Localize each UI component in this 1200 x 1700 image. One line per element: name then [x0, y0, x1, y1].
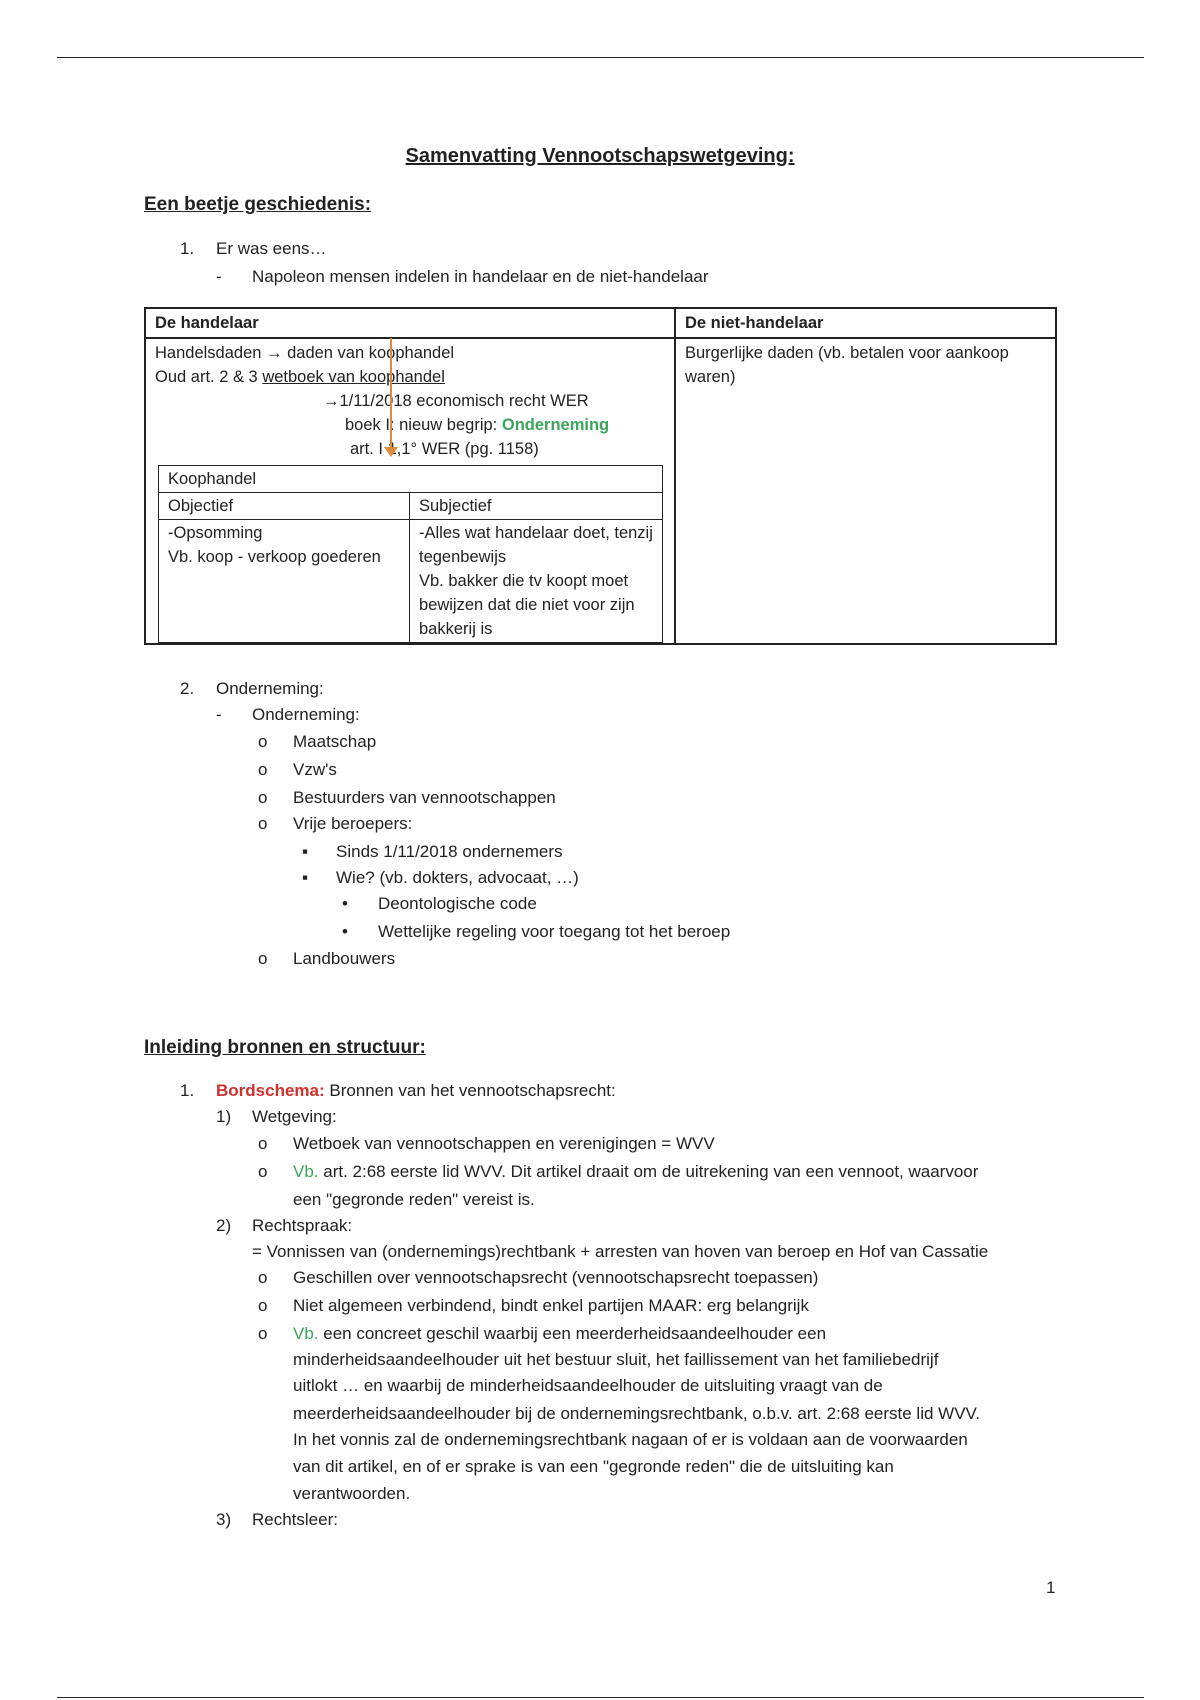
list-item: Rechtsleer:: [252, 1510, 338, 1529]
list-number: 1.: [180, 239, 195, 258]
table-header: De handelaar: [145, 308, 675, 338]
list-item: Vb. art. 2:68 eerste lid WVV. Dit artikel draait om de uitrekening van een vennoot, waarvoor: [293, 1162, 979, 1181]
list-number: 2.: [180, 679, 195, 698]
list-item: Sinds 1/11/2018 ondernemers: [336, 842, 563, 861]
list-item-continued: een "gegronde reden" vereist is.: [293, 1190, 535, 1209]
circle-bullet-icon: o: [258, 1324, 268, 1343]
page-number: 1: [1046, 1578, 1056, 1597]
circle-bullet-icon: o: [258, 788, 268, 807]
list-item: Onderneming:: [216, 679, 324, 698]
list-item: Geschillen over vennootschapsrecht (vennootschapsrecht toepassen): [293, 1268, 819, 1287]
table-header: Koophandel: [159, 466, 663, 493]
list-item: Deontologische code: [378, 894, 537, 913]
square-bullet-icon: ▪: [302, 868, 309, 887]
list-item-continued: verantwoorden.: [293, 1484, 411, 1503]
list-item: Vzw's: [293, 760, 337, 779]
list-item-continued: van dit artikel, en of er sprake is van een "gegronde reden" die de uitsluiting kan: [293, 1457, 894, 1476]
table-cell-handelaar: [145, 338, 675, 644]
list-item-continued: meerderheidsaandeelhouder bij de ondernemingsrechtbank, o.b.v. art. 2:68 eerste lid WVV.: [293, 1404, 981, 1423]
list-number: 3): [216, 1510, 232, 1529]
handelaar-table: [144, 307, 1057, 645]
dash-bullet: -: [216, 705, 222, 724]
top-rule: [57, 57, 1144, 58]
list-item-continued: minderheidsaandeelhouder uit het bestuur sluit, het faillissement van het familiebedrijf: [293, 1350, 939, 1369]
definition-line: = Vonnissen van (ondernemings)rechtbank + arresten van hoven van beroep en Hof van Cassatie: [252, 1242, 989, 1261]
cell-line: Oud art. 2 & 3 wetboek van koophandel: [155, 368, 445, 386]
list-item: Landbouwers: [293, 949, 396, 968]
cell-line: Handelsdaden → daden van koophandel: [155, 344, 455, 362]
table-cell: -Alles wat handelaar doet, tenzij tegenbewijs Vb. bakker die tv koopt moet bewijzen dat die niet voor zijn bakkerij is: [410, 520, 663, 643]
list-item: Er was eens…: [216, 239, 327, 258]
dot-bullet-icon: •: [342, 894, 348, 913]
list-number: 2): [216, 1216, 232, 1235]
circle-bullet-icon: o: [258, 760, 268, 779]
list-item: Wettelijke regeling voor toegang tot het beroep: [378, 922, 731, 941]
circle-bullet-icon: o: [258, 1296, 268, 1315]
bottom-rule: [57, 1697, 1144, 1698]
koophandel-table: [158, 465, 663, 643]
table-cell: -Opsomming Vb. koop - verkoop goederen: [159, 520, 410, 643]
cell-line: art. I 1,1° WER (pg. 1158): [350, 440, 539, 458]
circle-bullet-icon: o: [258, 732, 268, 751]
arrow-line: [390, 338, 392, 450]
cell-line: →1/11/2018 economisch recht WER: [323, 392, 589, 410]
list-item: Wie? (vb. dokters, advocaat, …): [336, 868, 579, 887]
list-item-continued: In het vonnis zal de ondernemingsrechtbank nagaan of er is voldaan aan de voorwaarden: [293, 1430, 968, 1449]
section-heading-geschiedenis: Een beetje geschiedenis:: [144, 194, 372, 215]
list-number: 1): [216, 1107, 232, 1126]
dash-bullet: -: [216, 267, 222, 286]
circle-bullet-icon: o: [258, 1134, 268, 1153]
square-bullet-icon: ▪: [302, 842, 309, 861]
list-item: Maatschap: [293, 732, 377, 751]
table-header: De niet-handelaar: [675, 308, 1056, 338]
dot-bullet-icon: •: [342, 922, 348, 941]
cell-line: boek I: nieuw begrip: Onderneming: [345, 416, 610, 434]
circle-bullet-icon: o: [258, 1162, 268, 1181]
page-title: Samenvatting Vennootschapswetgeving:: [405, 145, 795, 167]
circle-bullet-icon: o: [258, 814, 268, 833]
list-item: Vb. een concreet geschil waarbij een meerderheidsaandeelhouder een: [293, 1324, 827, 1343]
list-number: 1.: [180, 1081, 195, 1100]
table-cell-niet-handelaar: Burgerlijke daden (vb. betalen voor aankoop waren): [675, 338, 1056, 644]
list-item-continued: uitlokt … en waarbij de minderheidsaandeelhouder de uitsluiting vraagt van de: [293, 1376, 883, 1395]
circle-bullet-icon: o: [258, 1268, 268, 1287]
list-item: Bestuurders van vennootschappen: [293, 788, 556, 807]
list-item: Napoleon mensen indelen in handelaar en de niet-handelaar: [252, 267, 709, 286]
list-item: Wetboek van vennootschappen en verenigingen = WVV: [293, 1134, 715, 1153]
table-header: Objectief: [159, 493, 410, 520]
arrow-down-icon: [384, 447, 398, 457]
table-header: Subjectief: [410, 493, 663, 520]
list-item: Rechtspraak:: [252, 1216, 353, 1235]
list-item: Vrije beroepers:: [293, 814, 413, 833]
list-item: Wetgeving:: [252, 1107, 337, 1126]
list-item: Onderneming:: [252, 705, 360, 724]
circle-bullet-icon: o: [258, 949, 268, 968]
section-heading-bronnen: Inleiding bronnen en structuur:: [144, 1037, 426, 1058]
list-item: Bordschema: Bronnen van het vennootschapsrecht:: [216, 1081, 616, 1100]
list-item: Niet algemeen verbindend, bindt enkel partijen MAAR: erg belangrijk: [293, 1296, 809, 1315]
